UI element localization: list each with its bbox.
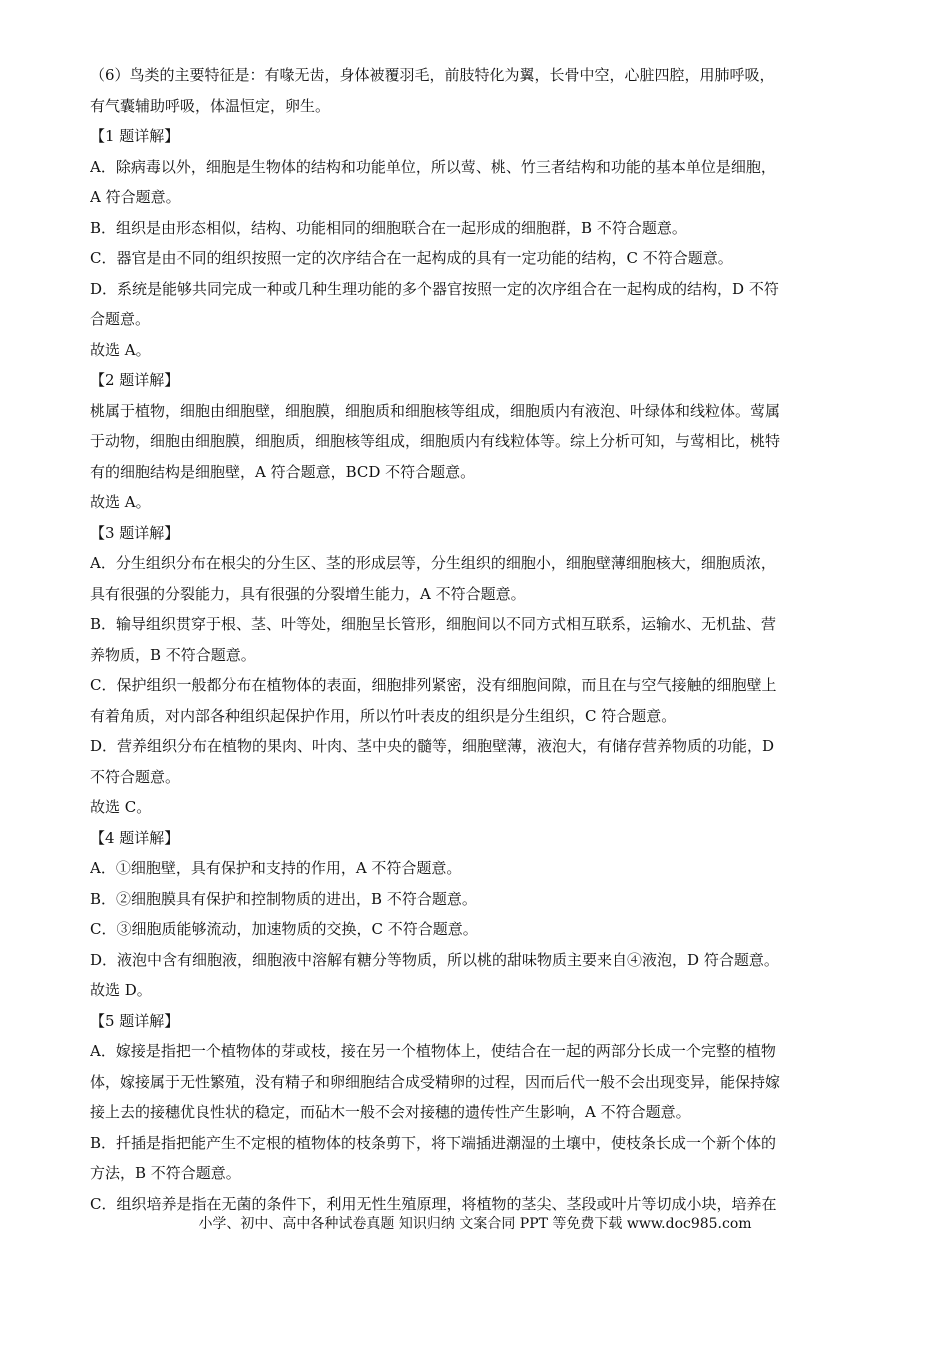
text-line: A．分生组织分布在根尖的分生区、茎的形成层等，分生组织的细胞小，细胞壁薄细胞核大，细胞质浓， [90,554,776,572]
text-line: D．营养组织分布在植物的果肉、叶肉、茎中央的髓等，细胞壁薄，液泡大，有储存营养物质的功能，D [90,737,775,755]
text-line: 【1 题详解】 [90,127,180,145]
text-line: 合题意。 [90,310,151,328]
text-line: B．组织是由形态相似，结构、功能相同的细胞联合在一起形成的细胞群，B 不符合题意。 [90,218,687,237]
text-line: 桃属于植物，细胞由细胞壁，细胞膜，细胞质和细胞核等组成，细胞质内有液泡、叶绿体和线粒体。莺属 [90,401,781,420]
text-line: B．输导组织贯穿于根、茎、叶等处，细胞呈长管形，细胞间以不同方式相互联系，运输水、无机盐、营 [90,615,777,633]
text-line: 养物质，B 不符合题意。 [90,645,256,664]
text-line: D．系统是能够共同完成一种或几种生理功能的多个器官按照一定的次序组合在一起构成的结构，D 不符 [90,279,779,298]
text-line: 不符合题意。 [90,767,181,786]
text-line: 于动物，细胞由细胞膜，细胞质，细胞核等组成，细胞质内有线粒体等。综上分析可知，与莺相比，桃特 [90,432,781,450]
text-line: （6）鸟类的主要特征是：有喙无齿，身体被覆羽毛，前肢特化为翼，长骨中空，心脏四腔，用肺呼吸， [90,66,775,84]
text-line: 故选 A。 [90,340,151,359]
text-line: C．保护组织一般都分布在植物体的表面，细胞排列紧密，没有细胞间隙，而且在与空气接触的细胞壁上 [90,676,777,694]
text-line: A．嫁接是指把一个植物体的芽或枝，接在另一个植物体上，使结合在一起的两部分长成一个完整的植物 [90,1042,776,1060]
text-line: 方法，B 不符合题意。 [90,1164,241,1182]
text-line: B．扦插是指把能产生不定根的植物体的枝条剪下，将下端插进潮湿的土壤中，使枝条长成一个新个体的 [90,1133,777,1152]
text-line: 具有很强的分裂能力，具有很强的分裂增生能力，A 不符合题意。 [90,584,526,603]
text-line: 接上去的接穗优良性状的稳定，而砧木一般不会对接穗的遗传性产生影响，A 不符合题意。 [90,1103,691,1121]
text-line: A 符合题意。 [90,188,181,206]
text-line: 体，嫁接属于无性繁殖，没有精子和卵细胞结合成受精卵的过程，因而后代一般不会出现变异，能保持嫁 [90,1072,781,1091]
text-line: 【2 题详解】 [90,371,180,389]
text-line: 【3 题详解】 [90,523,180,542]
text-line: 【4 题详解】 [90,828,180,847]
text-line: 有的细胞结构是细胞壁，A 符合题意，BCD 不符合题意。 [90,462,476,481]
text-line: 故选 C。 [90,798,152,816]
text-line: 故选 D。 [90,981,152,999]
text-line: B．②细胞膜具有保护和控制物质的进出，B 不符合题意。 [90,889,477,908]
text-line: D．液泡中含有细胞液，细胞液中溶解有糖分等物质，所以桃的甜味物质主要来自④液泡，D 符合题意。 [90,950,779,969]
text-line: A．除病毒以外，细胞是生物体的结构和功能单位，所以莺、桃、竹三者结构和功能的基本单位是细胞， [90,157,776,176]
page-footer: 小学、初中、高中各种试卷真题 知识归纳 文案合同 PPT 等免费下载 www.doc985.com [198,1216,752,1232]
text-line: 【5 题详解】 [90,1011,180,1030]
text-line: C．器官是由不同的组织按照一定的次序结合在一起构成的具有一定功能的结构，C 不符合题意。 [90,249,733,267]
document-body [90,60,860,1219]
text-line: A．①细胞壁，具有保护和支持的作用，A 不符合题意。 [90,859,462,877]
text-line: 有着角质，对内部各种组织起保护作用，所以竹叶表皮的组织是分生组织，C 符合题意。 [90,706,677,725]
text-line: 故选 A。 [90,493,151,511]
text-line: C．组织培养是指在无菌的条件下，利用无性生殖原理，将植物的茎尖、茎段或叶片等切成小块，培养在 [90,1194,777,1213]
text-line: 有气囊辅助呼吸，体温恒定，卵生。 [90,96,331,115]
text-line: C．③细胞质能够流动，加速物质的交换，C 不符合题意。 [90,920,478,938]
